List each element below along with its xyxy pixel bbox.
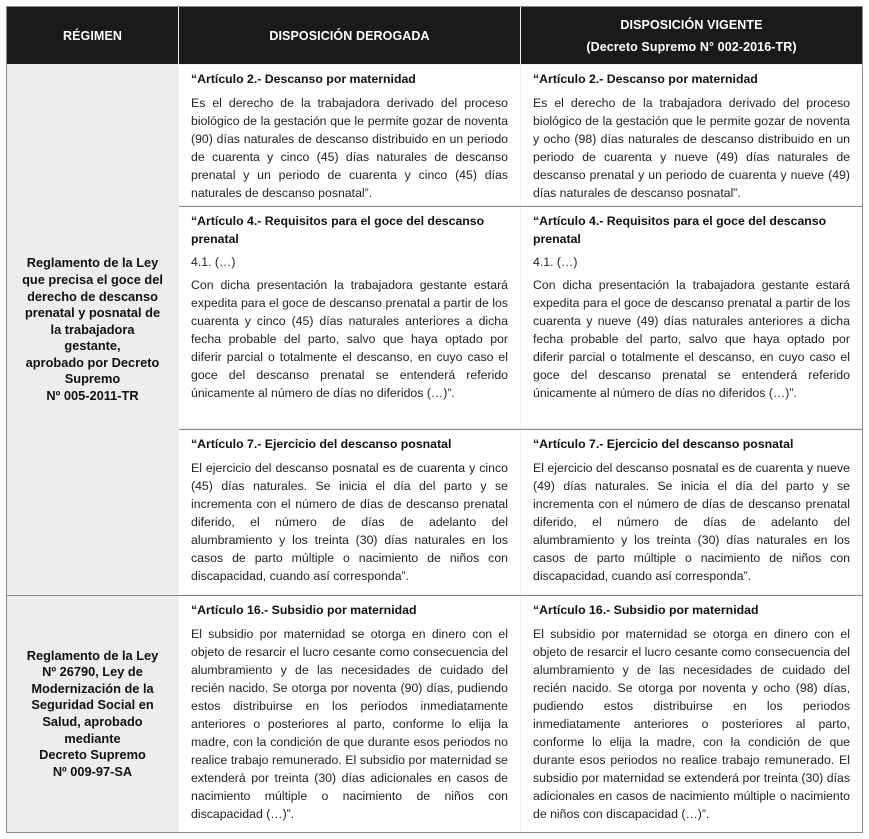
article-title: “Artículo 7.- Ejercicio del descanso posnatal [533, 437, 794, 451]
vigente-article-4 [521, 207, 862, 428]
vigente-article-16 [521, 596, 862, 832]
article-title: “Artículo 4.- Requisitos para el goce del descanso prenatal [191, 214, 485, 246]
regimen-cell-1 [7, 65, 178, 595]
header-vigente-subtitle: (Decreto Supremo N° 002-2016-TR) [586, 39, 797, 54]
article-text: El subsidio por maternidad se otorga en dinero con el objeto de resarcir el lucro cesante como consecuencia del alumbramiento y de las necesidades de cuidado del recién nacido. Se otorga por noventa (90) días, pudiendo estos distribuirse en los periodos inmediatamente anteriores o posteriores al parto, conforme lo elija la madre, con la condición de que durante esos periodos no realice trabajo remunerado. El subsidio por maternidad se extenderá por treinta (30) días adicionales en casos de nacimiento múltiple o nacimiento de niños con discapacidad (…)”. [191, 626, 508, 821]
article-text: 4.1. (…) [191, 255, 236, 269]
article-text: Es el derecho de la trabajadora derivado del proceso biológico de la gestación que le permite gozar de noventa (90) días naturales de descanso distribuido en un periodo de cuarenta y cinco (45) días naturales de descanso prenatal y un periodo de cuarenta y cinco (45) días naturales de descanso posnatal”. [191, 95, 508, 200]
derogada-article-4 [179, 207, 520, 428]
header-derogada [179, 7, 520, 64]
article-title: “Artículo 2.- Descanso por maternidad [191, 72, 416, 86]
derogada-article-2 [179, 65, 520, 205]
article-title: “Artículo 4.- Requisitos para el goce del descanso prenatal [533, 214, 827, 246]
article-text: Con dicha presentación la trabajadora gestante estará expedita para el goce de descanso prenatal a partir de los cuarenta y nueve (49) días naturales anteriores a dicha fecha probable del parto, salvo que haya optado por diferir parcial o totalmente el descanso, en cuyo caso el goce del descanso prenatal se entenderá referido únicamente al número de días no diferidos (…)”. [533, 278, 850, 400]
header-vigente-title: DISPOSICIÓN VIGENTE [620, 17, 763, 32]
vigente-article-2 [521, 65, 862, 205]
article-text: Es el derecho de la trabajadora derivado del proceso biológico de la gestación que le permite gozar de noventa y ocho (98) días naturales de descanso distribuido en un periodo de cuarenta y nueve (49) días naturales de descanso prenatal y un periodo de cuarenta y nueve (49) días naturales de descanso posnatal”. [533, 95, 850, 200]
header-vigente [521, 7, 862, 64]
comparison-table [6, 6, 863, 833]
article-title: “Artículo 16.- Subsidio por maternidad [191, 603, 417, 617]
header-regimen [7, 7, 178, 64]
article-text: Con dicha presentación la trabajadora gestante estará expedita para el goce de descanso prenatal a partir de los cuarenta y cinco (45) días naturales anteriores a dicha fecha probable del parto, salvo que haya optado por diferir parcial o totalmente el descanso, en cuyo caso el goce del descanso prenatal se entenderá referido únicamente al número de días no diferidos (…)”. [191, 278, 508, 400]
article-title: “Artículo 16.- Subsidio por maternidad [533, 603, 759, 617]
vigente-article-7 [521, 430, 862, 594]
derogada-article-16 [179, 596, 520, 832]
article-text: El ejercicio del descanso posnatal es de cuarenta y cinco (45) días naturales. Se inicia el día del parto y se incrementa con el número de días de descanso prenatal diferido, el número de días de adelanto del alumbramiento y los treinta (30) días naturales en los casos de parto múltiple o nacimiento de niños con discapacidad, cuando así corresponda”. [191, 460, 508, 583]
regimen-label: Reglamento de la Ley Nº 26790, Ley de Modernización de la Seguridad Social en Salud, aprobado mediante Decreto Supremo Nº 009-97-SA [26, 647, 159, 779]
article-text: 4.1. (…) [533, 255, 578, 269]
article-text: El subsidio por maternidad se otorga en dinero con el objeto de resarcir el lucro cesante como consecuencia del alumbramiento y de las necesidades de cuidado del recién nacido. Se otorga por noventa y ocho (98) días, pudiendo estos distribuirse en los periodos inmediatamente anteriores o posteriores al parto, conforme lo elija la madre, con la condición de que durante esos periodos no realice trabajo remunerado. El subsidio por maternidad se extenderá por treinta (30) días adicionales en casos de nacimiento múltiple o nacimiento de niños con discapacidad (…)”. [533, 626, 850, 821]
derogada-article-7 [179, 430, 520, 594]
article-title: “Artículo 2.- Descanso por maternidad [533, 72, 758, 86]
article-title: “Artículo 7.- Ejercicio del descanso posnatal [191, 437, 452, 451]
header-regimen-label: RÉGIMEN [62, 28, 123, 43]
header-derogada-label: DISPOSICIÓN DEROGADA [269, 28, 430, 43]
regimen-cell-2 [7, 596, 178, 832]
article-text: El ejercicio del descanso posnatal es de cuarenta y nueve (49) días naturales. Se inicia el día del parto y se incrementa con el número de días de descanso prenatal diferido, el número de días de adelanto del alumbramiento y los treinta (30) días naturales en los casos de parto múltiple o nacimiento de niños con discapacidad, cuando así corresponda”. [533, 460, 850, 583]
regimen-label: Reglamento de la Ley que precisa el goce del derecho de descanso prenatal y posnatal de la trabajadora gestante, aprobado por Decreto Supremo Nº 005-2011-TR [22, 255, 163, 404]
